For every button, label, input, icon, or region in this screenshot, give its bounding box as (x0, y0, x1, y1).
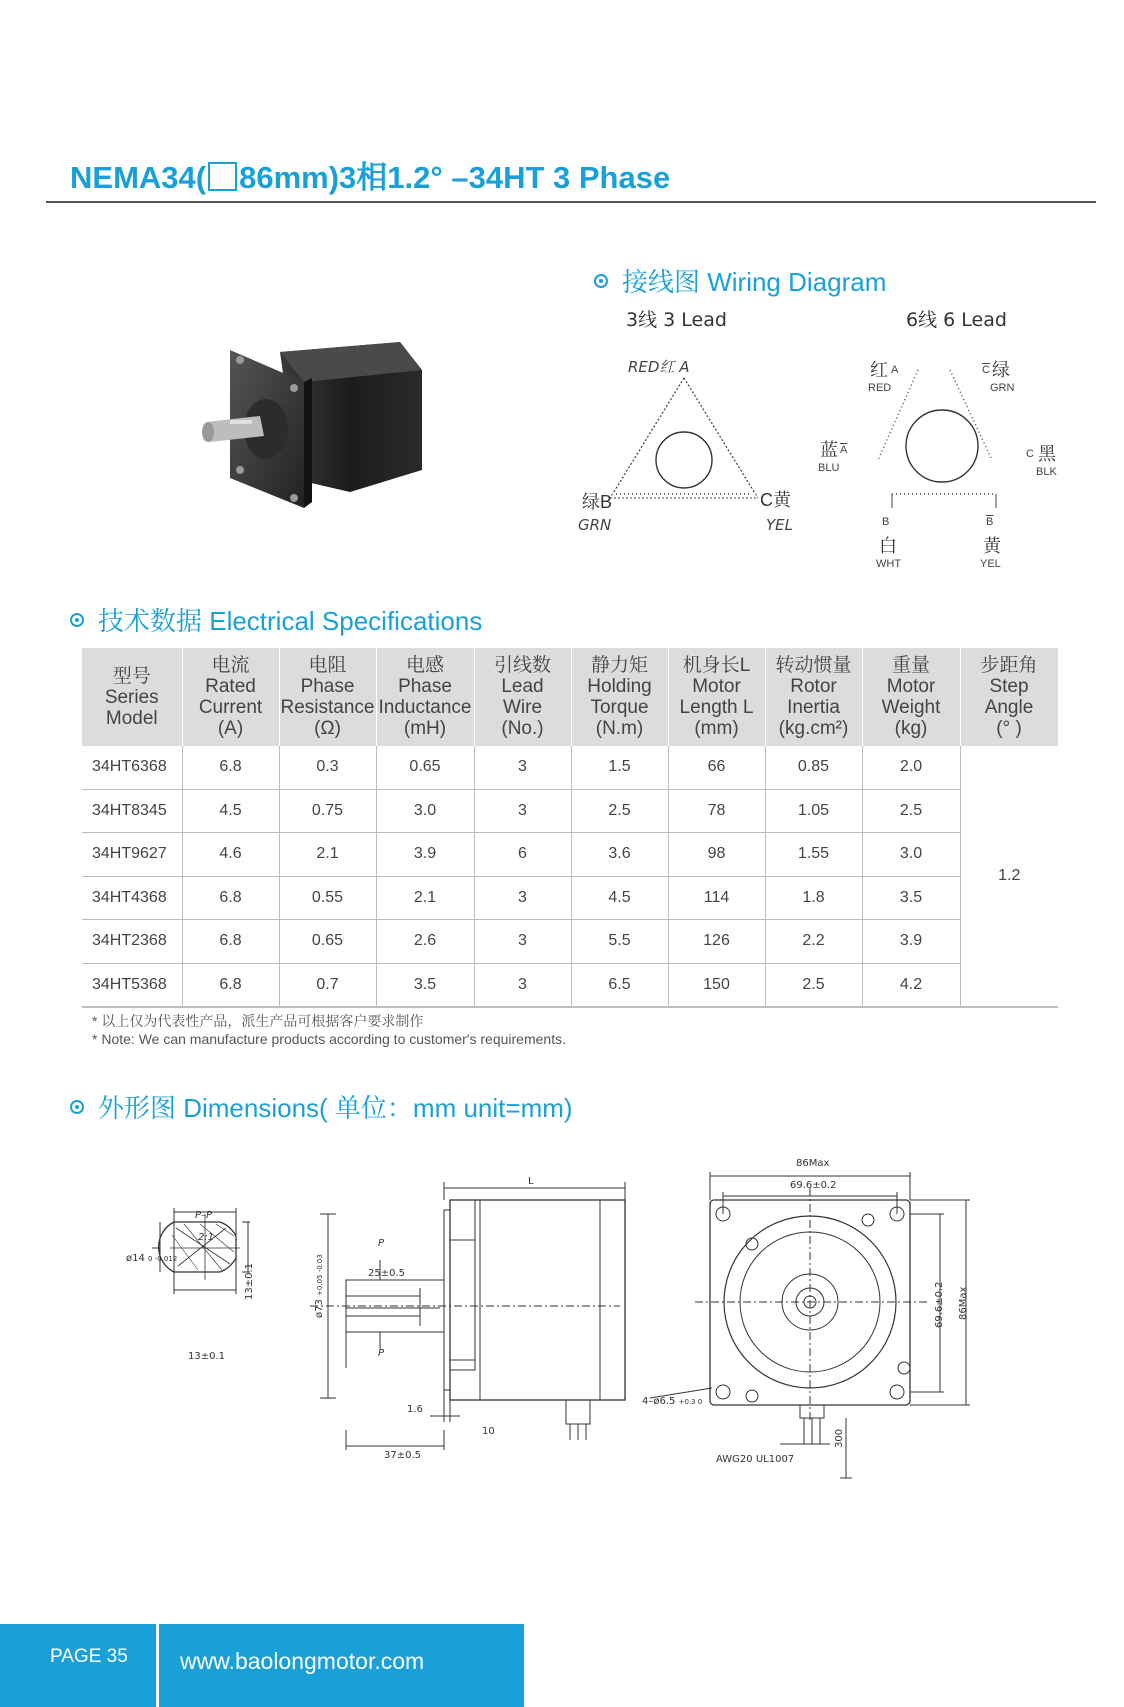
bullet-icon (594, 274, 608, 288)
cell-inductance: 2.6 (376, 920, 474, 964)
cell-current: 6.8 (182, 920, 279, 964)
header-model: 型号 Series Model (82, 648, 182, 746)
dim-hole-spacing-top: 69.6±0.2 (790, 1180, 837, 1191)
footer-divider (156, 1624, 159, 1707)
cell-lead-wire: 3 (474, 920, 571, 964)
cell-inductance: 3.5 (376, 963, 474, 1007)
cell-lead-wire: 3 (474, 963, 571, 1007)
cell-resistance: 0.55 (279, 876, 376, 920)
dim-86max-top: 86Max (796, 1158, 830, 1169)
six-grn-en: GRN (990, 382, 1015, 394)
cell-resistance: 2.1 (279, 833, 376, 877)
dim-shaft-dia: ø14 0 -0.012 (126, 1253, 178, 1264)
header-current: 电流 Rated Current (A) (182, 648, 279, 746)
cell-torque: 3.6 (571, 833, 668, 877)
six-yel-cn: 黄 (983, 536, 1001, 556)
header-inductance: 电感 Phase Inductance (mH) (376, 648, 474, 746)
cell-inertia: 2.2 (765, 920, 862, 964)
dim-key-length: 25±0.5 (368, 1268, 406, 1279)
header-motor-length: 机身长L Motor Length L (mm) (668, 648, 765, 746)
six-a1: A (891, 364, 899, 376)
cell-weight: 2.5 (862, 789, 960, 833)
six-blk-en: BLK (1036, 466, 1057, 478)
cell-resistance: 0.65 (279, 920, 376, 964)
dim-cable: AWG20 UL1007 (716, 1454, 795, 1465)
cell-step-angle: 1.2 (960, 746, 1058, 1007)
cell-length: 150 (668, 963, 765, 1007)
title-divider (46, 201, 1096, 203)
cell-current: 4.5 (182, 789, 279, 833)
spec-header-row (82, 648, 1058, 746)
cell-length: 126 (668, 920, 765, 964)
square-icon (208, 162, 237, 191)
wiring-heading: 接线图 Wiring Diagram (594, 262, 886, 299)
header-resistance: 电阻 Phase Resistance (Ω) (279, 648, 376, 746)
six-red-cn: 红 (870, 360, 888, 380)
cell-model: 34HT8345 (82, 789, 182, 833)
three-lead-diagram (600, 370, 780, 510)
cell-current: 4.6 (182, 833, 279, 877)
bullet-icon (70, 613, 84, 627)
six-lead-label: 6线 6 Lead (906, 309, 1007, 331)
dim-37: 37±0.5 (384, 1450, 422, 1461)
dim-flat-v: 13±0.1 (244, 1262, 255, 1300)
cell-inertia: 2.5 (765, 963, 862, 1007)
cell-resistance: 0.3 (279, 746, 376, 789)
website-link[interactable]: www.baolongmotor.com (180, 1648, 425, 1674)
dim-lead-length: 300 (834, 1428, 845, 1448)
six-wht-cn: 白 (879, 536, 897, 556)
six-yel-en: YEL (980, 558, 1001, 570)
dim-10: 10 (482, 1426, 495, 1437)
dim-1-6: 1.6 (407, 1404, 423, 1415)
cell-torque: 6.5 (571, 963, 668, 1007)
three-lead-right-en: YEL (766, 516, 793, 534)
cell-inertia: 1.8 (765, 876, 862, 920)
cell-current: 6.8 (182, 746, 279, 789)
header-lead-wire: 引线数 Lead Wire (No.) (474, 648, 571, 746)
cell-current: 6.8 (182, 963, 279, 1007)
cell-model: 34HT4368 (82, 876, 182, 920)
dimensions-heading: 外形图 Dimensions( 单位：mm unit=mm) (70, 1088, 573, 1125)
dim-86max-side: 86Max (958, 1286, 969, 1320)
three-lead-label: 3线 3 Lead (626, 309, 727, 331)
header-step-angle: 步距角 Step Angle (° ) (960, 648, 1058, 746)
dim-flat-h: 13±0.1 (188, 1351, 226, 1362)
cell-model: 34HT2368 (82, 920, 182, 964)
cell-model: 34HT9627 (82, 833, 182, 877)
table-row (82, 920, 1058, 964)
cell-inductance: 0.65 (376, 746, 474, 789)
cell-length: 98 (668, 833, 765, 877)
dim-length-L: L (528, 1176, 534, 1187)
cell-weight: 3.5 (862, 876, 960, 920)
cell-weight: 2.0 (862, 746, 960, 789)
dim-p-bot: P (378, 1348, 385, 1359)
bullet-icon (70, 1100, 84, 1114)
six-wht-en: WHT (876, 558, 902, 570)
spec-table (82, 648, 1059, 1008)
dim-section-label: P–P (195, 1210, 213, 1221)
cell-length: 78 (668, 789, 765, 833)
header-rotor-inertia: 转动惯量 Rotor Inertia (kg.cm²) (765, 648, 862, 746)
motor-photo (200, 330, 430, 520)
six-blk-cn: 黑 (1038, 444, 1056, 464)
note-en: * Note: We can manufacture products according to customer's requirements. (92, 1031, 566, 1047)
three-lead-left-cn: 绿B (582, 492, 613, 512)
cell-torque: 2.5 (571, 789, 668, 833)
page-number: PAGE 35 (50, 1646, 128, 1667)
three-lead-left-en: GRN (578, 516, 612, 534)
cell-inertia: 1.55 (765, 833, 862, 877)
cell-resistance: 0.7 (279, 963, 376, 1007)
cell-inductance: 3.0 (376, 789, 474, 833)
cell-lead-wire: 3 (474, 876, 571, 920)
six-c-bar: $\overline{C}$ (982, 364, 990, 376)
header-motor-weight: 重量 Motor Weight (kg) (862, 648, 960, 746)
cell-torque: 5.5 (571, 920, 668, 964)
table-row (82, 876, 1058, 920)
six-b1: B (882, 516, 890, 528)
six-c2: C (1026, 448, 1034, 460)
table-row (82, 833, 1058, 877)
cell-weight: 3.9 (862, 920, 960, 964)
cell-weight: 4.2 (862, 963, 960, 1007)
cell-inertia: 0.85 (765, 746, 862, 789)
dim-p-top: P (378, 1238, 385, 1249)
dim-boss: ø73 +0.05 -0.03 (314, 1254, 325, 1318)
table-row (82, 746, 1058, 789)
cell-torque: 4.5 (571, 876, 668, 920)
header-holding-torque: 静力矩 Holding Torque (N.m) (571, 648, 668, 746)
cell-model: 34HT5368 (82, 963, 182, 1007)
cell-inductance: 3.9 (376, 833, 474, 877)
cell-model: 34HT6368 (82, 746, 182, 789)
six-blu-cn: 蓝 (820, 440, 838, 460)
three-lead-top-label: RED红 A (628, 358, 690, 376)
cell-resistance: 0.75 (279, 789, 376, 833)
specs-heading: 技术数据 Electrical Specifications (70, 601, 482, 638)
cell-weight: 3.0 (862, 833, 960, 877)
six-blu-en: BLU (818, 462, 840, 474)
cell-length: 114 (668, 876, 765, 920)
six-red-en: RED (868, 382, 892, 394)
three-lead-right-cn: C黄 (760, 490, 791, 510)
cell-lead-wire: 6 (474, 833, 571, 877)
cell-torque: 1.5 (571, 746, 668, 789)
page-title: NEMA34( 86mm)3相1.2° –34HT 3 Phase (70, 160, 671, 195)
cell-inertia: 1.05 (765, 789, 862, 833)
six-grn-cn: 绿 (992, 360, 1010, 380)
cell-current: 6.8 (182, 876, 279, 920)
cell-length: 66 (668, 746, 765, 789)
cell-lead-wire: 3 (474, 789, 571, 833)
dimension-drawings (0, 1140, 1124, 1490)
dim-holes: 4–ø6.5 +0.3 0 (642, 1396, 703, 1407)
dim-hole-spacing-side: 69.6±0.2 (934, 1281, 945, 1328)
table-row (82, 789, 1058, 833)
cell-lead-wire: 3 (474, 746, 571, 789)
note-cn: * 以上仅为代表性产品，派生产品可根据客户要求制作 (92, 1013, 424, 1029)
six-a-bar: $\overline{A}$ (840, 444, 848, 456)
cell-inductance: 2.1 (376, 876, 474, 920)
six-b2: $\overline{B}$ (986, 516, 994, 528)
table-row (82, 963, 1058, 1007)
dim-scale: 2:1 (198, 1232, 215, 1243)
